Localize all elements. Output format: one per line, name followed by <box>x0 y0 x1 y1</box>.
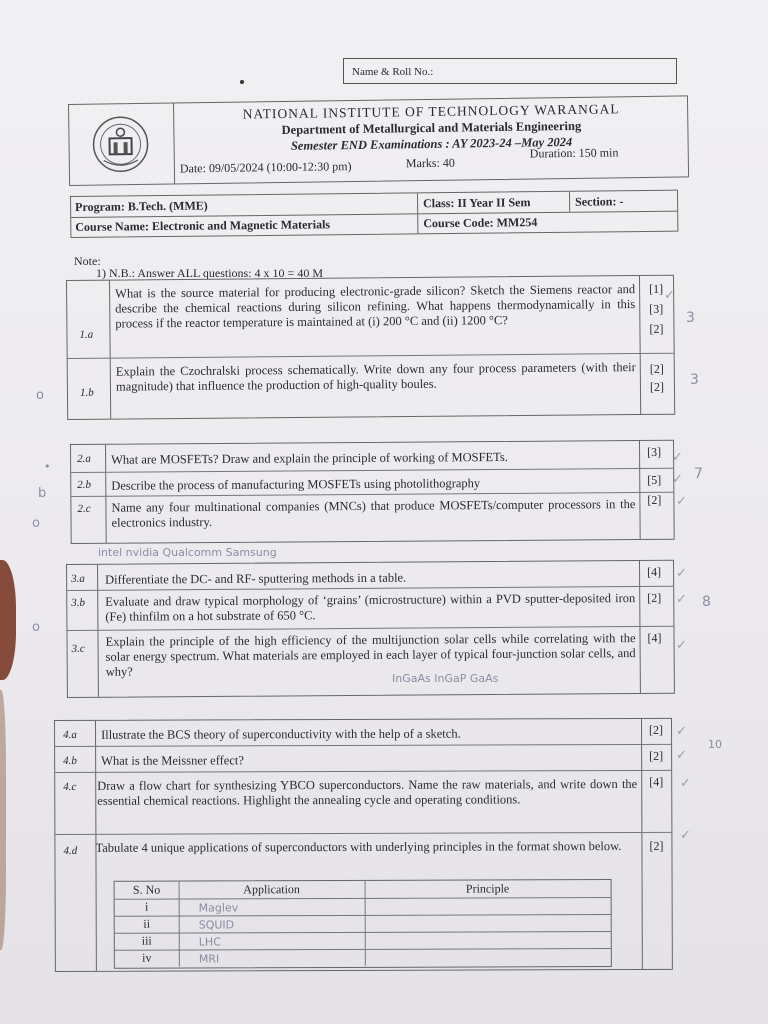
question-number: 2.c <box>77 502 91 515</box>
check-mark: ✓ <box>676 748 687 763</box>
question-row <box>55 771 671 835</box>
exam-duration: Duration: 150 min <box>529 145 619 161</box>
handwritten-mark: o <box>32 516 40 531</box>
ink-dot <box>240 80 244 84</box>
handwritten-mark: • <box>44 460 51 473</box>
name-roll-field <box>343 58 677 84</box>
question-text: Explain the Czochralski process schematically. Write down any four process parameters (with their magnitude) that influence the production of high-quality boules. <box>115 360 636 394</box>
question-1-block <box>66 275 675 420</box>
check-mark: ✓ <box>672 472 683 487</box>
question-marks: [2] <box>649 722 664 737</box>
question-number: 4.a <box>63 728 77 741</box>
question-marks: [2] <box>649 379 665 394</box>
exam-marks: Marks: 40 <box>405 155 455 171</box>
applications-table <box>114 879 612 969</box>
question-row <box>67 587 673 631</box>
table-cell: iv <box>142 950 152 965</box>
note-heading: Note: <box>74 254 101 268</box>
question-number: 1.b <box>79 386 94 399</box>
question-number: 1.a <box>79 328 94 341</box>
table-header: Application <box>243 882 300 897</box>
question-row <box>68 354 675 421</box>
program-row <box>71 191 677 218</box>
question-row <box>55 833 671 973</box>
question-marks: [2] <box>647 590 662 605</box>
question-2-block <box>70 440 675 544</box>
handwritten-score: 8 <box>702 594 711 610</box>
check-mark: ✓ <box>676 566 687 581</box>
handwritten-mark: o <box>32 620 40 635</box>
semester-line: Semester END Examinations : AY 2023-24 –May 2024 <box>290 134 573 153</box>
handwritten-answer: Maglev <box>198 901 239 915</box>
question-number: 2.a <box>77 452 91 465</box>
logo-cell <box>69 104 175 185</box>
table-row <box>115 948 611 967</box>
handwritten-answer: SQUID <box>198 918 235 932</box>
question-text: Explain the principle of the high efficiency of the multijunction solar cells while correlating with the solar energy spectrum. What materials are employed in each layer of typical four-junction solar cells, and why? <box>105 631 636 679</box>
name-roll-label: Name & Roll No.: <box>352 66 434 78</box>
question-marks: [2] <box>647 492 662 507</box>
question-text: Tabulate 4 unique applications of superconductors with underlying principles in the format shown below. <box>95 839 622 855</box>
question-marks: [4] <box>647 630 662 645</box>
question-text: Draw a flow chart for synthesizing YBCO superconductors. Name the raw materials, and write down the essential chemical reactions. Highlight the annealing cycle and operating conditions. <box>97 776 638 808</box>
question-row <box>67 276 674 359</box>
check-mark: ✓ <box>676 638 687 653</box>
handwritten-mark: o <box>36 388 44 403</box>
handwritten-mark: b <box>38 486 47 501</box>
handwritten-score: 3 <box>690 372 699 388</box>
check-mark: ✓ <box>676 724 687 739</box>
question-marks: [3] <box>649 301 664 316</box>
question-number: 3.a <box>71 572 85 585</box>
question-row <box>55 719 671 747</box>
handwritten-score: 10 <box>708 738 722 751</box>
question-text: What are MOSFETs? Draw and explain the principle of working of MOSFETs. <box>111 449 508 467</box>
institute-name: NATIONAL INSTITUTE OF TECHNOLOGY WARANGAL <box>242 101 620 122</box>
question-text: Differentiate the DC- and RF- sputtering methods in a table. <box>105 570 407 587</box>
question-number: 4.b <box>63 754 77 767</box>
check-mark: ✓ <box>680 776 691 791</box>
exam-header <box>68 95 689 186</box>
handwritten-score: 7 <box>694 466 703 482</box>
finger-shadow-lower <box>0 690 6 950</box>
question-number: 2.b <box>77 478 92 491</box>
course-code-cell: Course Code: MM254 <box>423 215 538 231</box>
handwritten-score: 3 <box>686 310 695 326</box>
table-header: Principle <box>465 881 510 896</box>
question-number: 3.b <box>71 596 86 609</box>
check-mark: ✓ <box>676 494 687 509</box>
check-mark: ✓ <box>664 288 675 303</box>
question-text: What is the Meissner effect? <box>101 753 244 768</box>
section-cell: Section: - <box>575 194 624 209</box>
institute-logo-icon <box>89 114 152 175</box>
question-row <box>67 627 673 699</box>
check-mark: ✓ <box>680 828 691 843</box>
question-marks: [1] <box>649 281 664 296</box>
table-cell: ii <box>143 916 151 931</box>
class-cell: Class: II Year II Sem <box>423 195 531 211</box>
question-text: Describe the process of manufacturing MOSFETs using photolithography <box>111 476 481 493</box>
question-row <box>55 745 671 773</box>
question-text: Name any four multinational companies (MNCs) that produce MOSFETs/computer processors in the electronics industry. <box>111 497 636 530</box>
table-header: S. No <box>132 882 161 897</box>
question-marks: [2] <box>649 321 664 336</box>
check-mark: ✓ <box>672 450 683 465</box>
question-marks: [5] <box>647 472 662 487</box>
question-marks: [4] <box>649 774 664 789</box>
question-marks: [4] <box>647 564 662 579</box>
table-cell: i <box>144 899 149 914</box>
question-number: 3.c <box>71 642 85 655</box>
department-name: Department of Metallurgical and Materials Engineering <box>281 118 582 138</box>
question-3-block <box>66 560 675 698</box>
course-name-cell: Course Name: Electronic and Magnetic Materials <box>75 217 331 234</box>
question-text: Illustrate the BCS theory of superconductivity with the help of a sketch. <box>101 726 461 742</box>
question-number: 4.d <box>63 844 78 857</box>
question-4-block <box>54 718 673 972</box>
program-table <box>70 190 678 238</box>
question-marks: [2] <box>649 838 664 853</box>
handwritten-note: intel nvidia Qualcomm Samsung <box>98 546 277 559</box>
handwritten-answer: LHC <box>198 935 221 949</box>
question-number: 4.c <box>63 780 77 793</box>
question-text: Evaluate and draw typical morphology of ‘grains’ (microstructure) within a PVD sputter-deposited iron (Fe) thinfilm on a hot substrate of 650 °C. <box>105 591 636 624</box>
program-cell: Program: B.Tech. (MME) <box>75 198 208 214</box>
question-marks: [2] <box>649 361 664 376</box>
check-mark: ✓ <box>676 592 687 607</box>
handwritten-answer: MRI <box>198 952 220 966</box>
question-row <box>71 493 673 545</box>
question-marks: [3] <box>647 444 662 459</box>
exam-date: Date: 09/05/2024 (10:00-12:30 pm) <box>179 159 352 176</box>
question-marks: [2] <box>649 748 664 763</box>
instructions: 1) N.B.: Answer ALL questions: 4 x 10 = 40 M <box>96 266 323 280</box>
table-cell: iii <box>141 933 152 948</box>
handwritten-note: InGaAs InGaP GaAs <box>392 672 499 685</box>
question-text: What is the source material for producing electronic-grade silicon? Sketch the Siemens reactor and describe the chemical reactions during silicon refining. What happens thermodynamically in this process if the reactor temperature is maintained at (i) 200 °C and (ii) 1200 °C? <box>115 282 636 331</box>
question-row <box>71 441 673 473</box>
